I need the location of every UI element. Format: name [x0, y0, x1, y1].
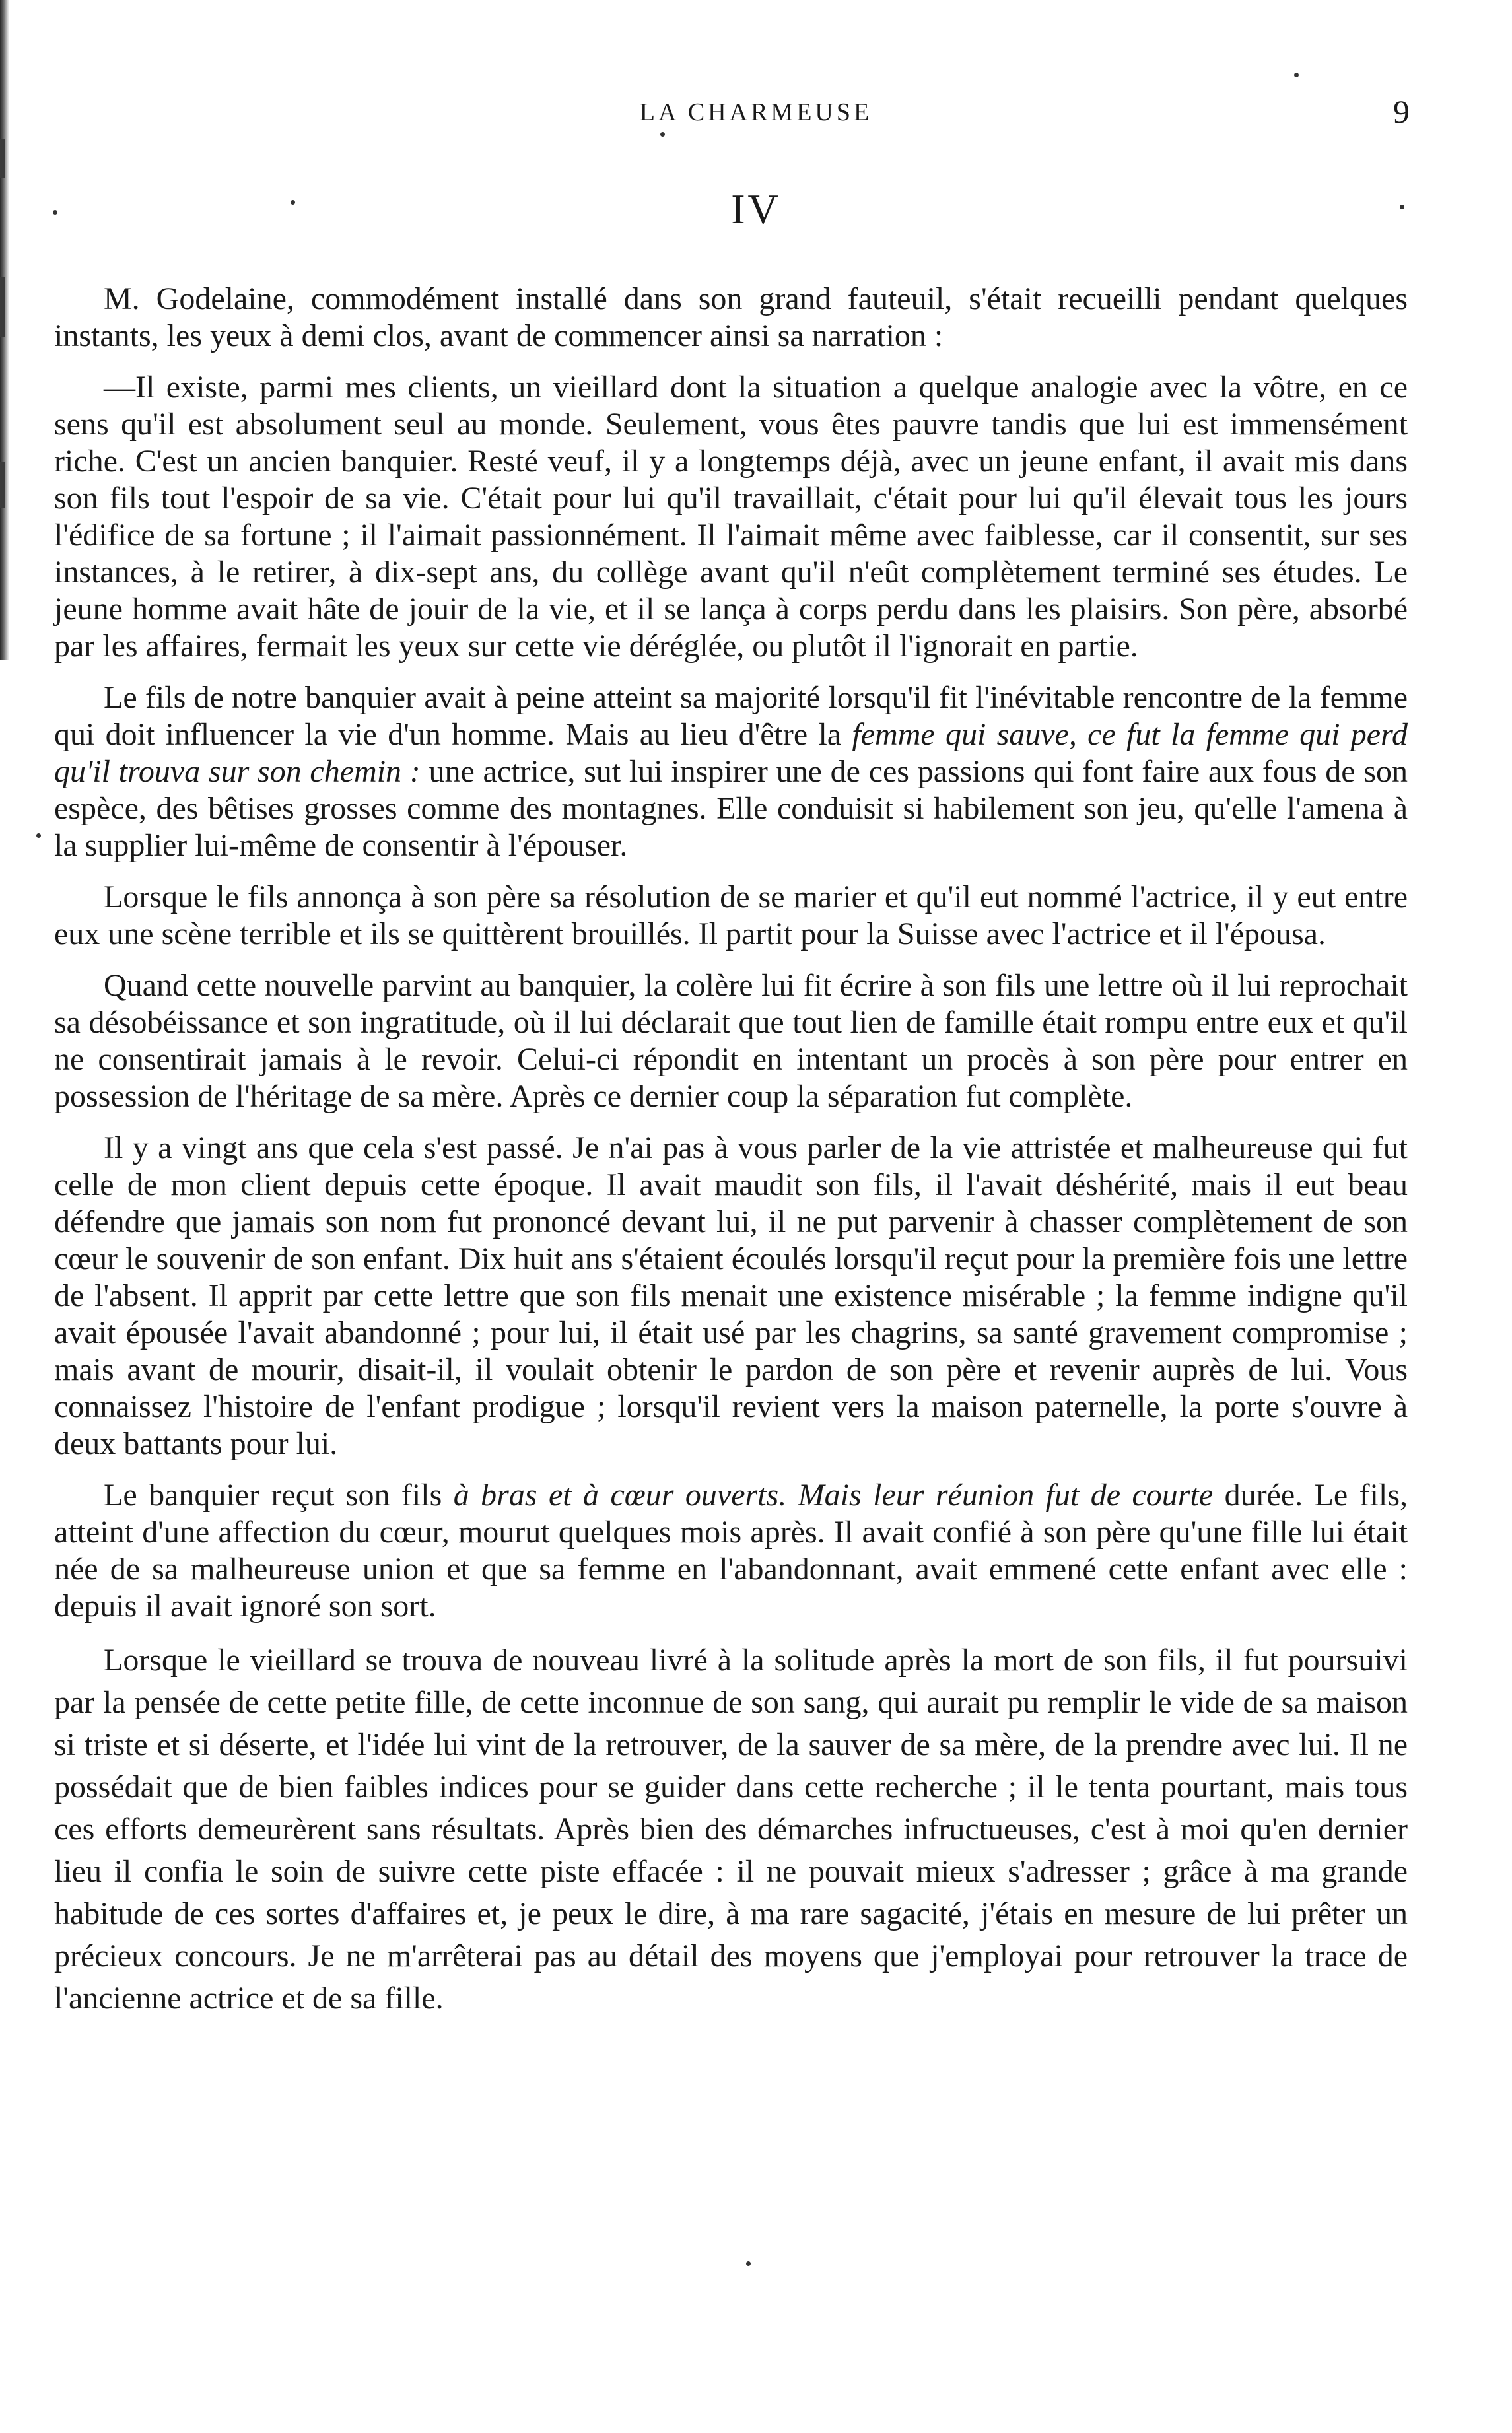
- paragraph-text: Lorsque le vieillard se trouva de nouveau livré à la solitude après la mort de son fils, il fut poursuivi par la pensée de cette petite fille, de cette inconnue de son sang, qui aurait pu remplir le vide de sa maison si triste et si déserte, et l'idée lui vint de la retrouver, de la sauver de sa mère, de la prendre avec lui. Il ne possédait que de bien faibles indices pour se guider dans cette recherche ; il le tenta pourtant, mais tous ces efforts demeurèrent sans résultats. Après bien des démarches infructueuses, c'est à moi qu'en dernier lieu il confia le soin de suivre cette piste effacée : il ne pouvait mieux s'adresser ; grâce à ma grande habitude de ces sortes d'affaires et, je peux le dire, à ma rare sagacité, j'étais en mesure de lui prêter un précieux concours. Je ne m'arrêterai pas au détail des moyens que j'employai pour retrouver la trace de l'ancienne actrice et de sa fille.: [54, 1643, 1408, 2016]
- print-speck: [1294, 73, 1299, 77]
- print-speck: [746, 2261, 751, 2266]
- paragraph-text: durée. Le fils, atteint d'une affection du cœur, mourut quelques mois après. Il avait confié à son père qu'une fille lui était née de sa malheureuse union et que sa femme en l'abandonnant, avait emmené cette enfant avec elle : depuis il avait ignoré son sort.: [54, 1478, 1408, 1624]
- paragraph-text: Quand cette nouvelle parvint au banquier, la colère lui fit écrire à son fils une lettre où il lui reprochait sa désobéissance et son ingratitude, où il lui déclarait que tout lien de famille était rompu entre eux et qu'il ne consentirait jamais à le revoir. Celui-ci répondit en intentant un procès à son père pour entrer en possession de l'héritage de sa mère. Après ce dernier coup la séparation fut complète.: [54, 968, 1408, 1114]
- paragraph: [54, 1130, 1408, 1462]
- paragraph: [54, 1477, 1408, 1625]
- paragraph-text: Le banquier reçut son fils: [104, 1478, 454, 1513]
- print-speck: [291, 200, 295, 205]
- print-speck: [53, 210, 57, 215]
- page-number: 9: [1393, 93, 1410, 130]
- italic-passage: femme qui sauve, ce fut la femme qui perd qu'il trouva sur son chemin :: [54, 717, 1408, 789]
- chapter-number: IV: [731, 186, 781, 232]
- paragraph: [54, 281, 1408, 355]
- body-text: [54, 281, 1408, 2034]
- binding-mark: [0, 277, 5, 337]
- paragraph: [54, 679, 1408, 864]
- paragraph: [54, 879, 1408, 953]
- print-speck: [36, 833, 41, 838]
- paragraph-text: une actrice, sut lui inspirer une de ces passions qui font faire aux fous de son espèce, des bêtises grosses comme des montagnes. Elle conduisit si habilement son jeu, qu'elle l'amena à la supplier lui-même de consentir à l'épouser.: [54, 754, 1408, 863]
- binding-mark: [0, 139, 5, 178]
- paragraph: [54, 1639, 1408, 2020]
- italic-passage: à bras et à cœur ouverts. Mais leur réunion fut de courte: [453, 1478, 1214, 1513]
- binding-mark: [0, 462, 5, 508]
- paragraph: [54, 369, 1408, 665]
- paragraph-text: —Il existe, parmi mes clients, un vieillard dont la situation a quelque analogie avec la vôtre, en ce sens qu'il est absolument seul au monde. Seulement, vous êtes pauvre tandis que lui est immensément riche. C'est un ancien banquier. Resté veuf, il y a longtemps déjà, avec un jeune enfant, il avait mis dans son fils tout l'espoir de sa vie. C'était pour lui qu'il travaillait, c'était pour lui qu'il élevait tous les jours l'édifice de sa fortune ; il l'aimait passionnément. Il l'aimait même avec faiblesse, car il consentit, sur ses instances, à le retirer, à dix-sept ans, du collège avant qu'il n'eût complètement terminé ses études. Le jeune homme avait hâte de jouir de la vie, et il se lança à corps perdu dans les plaisirs. Son père, absorbé par les affaires, fermait les yeux sur cette vie déréglée, ou plutôt il l'ignorait en partie.: [54, 370, 1408, 664]
- print-speck: [660, 132, 665, 137]
- paragraph: [54, 967, 1408, 1115]
- paragraph-text: M. Godelaine, commodément installé dans son grand fauteuil, s'était recueilli pendant quelques instants, les yeux à demi clos, avant de commencer ainsi sa narration :: [54, 281, 1408, 353]
- print-speck: [1400, 205, 1404, 209]
- running-title: LA CHARMEUSE: [639, 98, 873, 126]
- running-head: [0, 93, 1512, 137]
- paragraph-text: Il y a vingt ans que cela s'est passé. Je n'ai pas à vous parler de la vie attristée et malheureuse qui fut celle de mon client depuis cette époque. Il avait maudit son fils, il l'avait déshérité, mais il eut beau défendre que jamais son nom fut prononcé devant lui, il ne put parvenir à chasser complètement de son cœur le souvenir de son enfant. Dix huit ans s'étaient écoulés lorsqu'il reçut pour la première fois une lettre de l'absent. Il apprit par cette lettre que son fils menait une existence misérable ; la femme indigne qu'il avait épousée l'avait abandonné ; pour lui, il était usé par les chagrins, sa santé gravement compromise ; mais avant de mourir, disait-il, il voulait obtenir le pardon de son père et revenir auprès de lui. Vous connaissez l'histoire de l'enfant prodigue ; lorsqu'il revient vers la maison paternelle, la porte s'ouvre à deux battants pour lui.: [54, 1130, 1408, 1461]
- paragraph-text: Le fils de notre banquier avait à peine atteint sa majorité lorsqu'il fit l'inévitable rencontre de la femme qui doit influencer la vie d'un homme. Mais au lieu d'être la: [54, 680, 1408, 752]
- paragraph-text: Lorsque le fils annonça à son père sa résolution de se marier et qu'il eut nommé l'actrice, il y eut entre eux une scène terrible et ils se quittèrent brouillés. Il partit pour la Suisse avec l'actrice et il l'épousa.: [54, 879, 1408, 951]
